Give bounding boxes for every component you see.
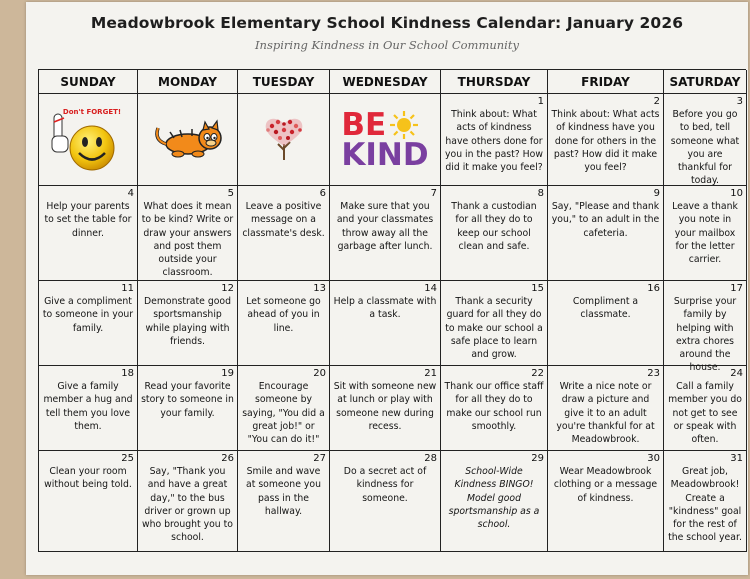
day-number: 10 (730, 188, 743, 199)
cartoon-cat-icon (148, 110, 228, 170)
day-cell (441, 451, 548, 552)
day-activity: Sit with someone new at lunch or play with someone new during recess. (333, 381, 437, 432)
day-number: 21 (424, 368, 437, 379)
heart-tree-icon (254, 110, 314, 170)
day-activity: Call a family member you do not get to see or speak with often. (668, 381, 742, 446)
dont-forget-label: Don't FORGET! (62, 107, 122, 116)
image-cell-dont-forget (39, 94, 138, 186)
day-number: 15 (531, 283, 544, 294)
day-number: 23 (647, 368, 660, 379)
day-number: 31 (730, 453, 743, 464)
day-number: 5 (227, 188, 234, 199)
be-kind-logo (341, 106, 429, 173)
day-cell (138, 451, 238, 552)
weekday-header-thursday: THURSDAY (441, 70, 548, 94)
day-activity: Read your favorite story to someone in your family. (141, 381, 234, 419)
day-activity: Make sure that you and your classmates throw away all the garbage after lunch. (336, 201, 434, 252)
day-activity: What does it mean to be kind? Write or draw your answers and post them outside your classroom. (141, 201, 234, 279)
day-cell (548, 451, 664, 552)
day-activity: Before you go to bed, tell someone what you are thankful for today. (670, 109, 740, 187)
day-activity: Write a nice note or draw a picture and give it to an adult you're thankful for at Meadowbrook. (556, 381, 655, 446)
day-activity: Leave a positive message on a classmate's desk. (242, 201, 325, 239)
day-cell (664, 94, 747, 186)
day-activity: Demonstrate good sportsmanship while playing with friends. (143, 296, 232, 347)
day-cell (330, 366, 441, 451)
day-activity: Great job, Meadowbrook! Create a "kindness" goal for the rest of the school year. (668, 466, 742, 544)
day-number: 6 (319, 188, 326, 199)
weekday-header-sunday: SUNDAY (39, 70, 138, 94)
day-number: 2 (653, 96, 660, 107)
day-cell (441, 94, 548, 186)
day-cell (238, 186, 330, 281)
day-cell (548, 366, 664, 451)
day-number: 14 (424, 283, 437, 294)
day-number: 9 (653, 188, 660, 199)
day-cell (664, 366, 747, 451)
day-number: 4 (127, 188, 134, 199)
day-cell (238, 366, 330, 451)
day-cell (330, 451, 441, 552)
be-kind-logo-kind: KIND (341, 136, 429, 173)
day-activity: Give a compliment to someone in your family. (42, 296, 134, 334)
day-activity: Surprise your family by helping with extra chores around the house. (673, 296, 737, 374)
page-subtitle: Inspiring Kindness in Our School Community (255, 38, 519, 52)
day-cell (138, 366, 238, 451)
day-activity: Thank a custodian for all they do to keep our school clean and safe. (451, 201, 537, 252)
day-cell (548, 186, 664, 281)
day-number: 25 (121, 453, 134, 464)
day-activity: Smile and wave at someone you pass in the hallway. (246, 466, 321, 517)
be-kind-logo-be: BE (341, 106, 387, 143)
sun-icon (389, 110, 419, 140)
day-activity: School-Wide Kindness BINGO! Model good sportsmanship as a school. (448, 466, 540, 531)
page-title: Meadowbrook Elementary School Kindness Calendar: January 2026 (90, 14, 684, 32)
day-number: 3 (736, 96, 743, 107)
calendar-grid (38, 69, 746, 552)
day-activity: Wear Meadowbrook clothing or a message of kindness. (553, 466, 658, 504)
image-cell-be-kind (330, 94, 441, 186)
day-cell (138, 186, 238, 281)
weekday-header-monday: MONDAY (138, 70, 238, 94)
calendar-page (26, 2, 748, 575)
day-number: 30 (647, 453, 660, 464)
day-cell (238, 281, 330, 366)
day-number: 19 (221, 368, 234, 379)
day-number: 22 (531, 368, 544, 379)
day-cell (39, 186, 138, 281)
day-cell (441, 186, 548, 281)
day-activity: Give a family member a hug and tell them you love them. (43, 381, 133, 432)
day-activity: Say, "Thank you and have a great day," to the bus driver or grown up who brought you to school. (141, 466, 233, 544)
day-activity: Say, "Please and thank you," to an adult in the cafeteria. (551, 201, 660, 239)
image-cell-cat (138, 94, 238, 186)
day-number: 1 (537, 96, 544, 107)
day-number: 24 (730, 368, 743, 379)
day-activity: Compliment a classmate. (572, 296, 639, 321)
day-number: 16 (647, 283, 660, 294)
day-number: 11 (121, 283, 134, 294)
day-cell (548, 281, 664, 366)
day-cell (39, 366, 138, 451)
day-cell (330, 186, 441, 281)
day-number: 27 (313, 453, 326, 464)
day-number: 18 (121, 368, 134, 379)
day-activity: Help your parents to set the table for dinner. (44, 201, 132, 239)
day-activity: Help a classmate with a task. (333, 296, 437, 321)
dont-forget-smiley-icon (48, 100, 128, 180)
day-activity: Encourage someone by saying, "You did a great job!" or "You can do it!" (242, 381, 325, 446)
weekday-header-tuesday: TUESDAY (238, 70, 330, 94)
day-number: 8 (537, 188, 544, 199)
day-cell (664, 186, 747, 281)
weekday-header-saturday: SATURDAY (664, 70, 747, 94)
day-activity: Leave a thank you note in your mailbox for the letter carrier. (672, 201, 738, 266)
day-number: 29 (531, 453, 544, 464)
day-activity: Thank a security guard for all they do to make our school a safe place to learn and grow. (445, 296, 543, 361)
day-activity: Clean your room without being told. (44, 466, 132, 491)
day-cell (664, 451, 747, 552)
day-number: 12 (221, 283, 234, 294)
image-cell-heart-tree (238, 94, 330, 186)
day-cell (39, 281, 138, 366)
day-number: 26 (221, 453, 234, 464)
day-cell (238, 451, 330, 552)
day-cell (39, 451, 138, 552)
weekday-header-wednesday: WEDNESDAY (330, 70, 441, 94)
day-activity: Think about: What acts of kindness have others done for you in the past? How did it make you feel? (445, 109, 543, 174)
day-cell (441, 281, 548, 366)
day-number: 13 (313, 283, 326, 294)
day-number: 20 (313, 368, 326, 379)
day-activity: Thank our office staff for all they do to make our school run smoothly. (444, 381, 544, 432)
day-activity: Think about: What acts of kindness have you done for others in the past? How did it make you feel? (551, 109, 660, 174)
weekday-header-friday: FRIDAY (548, 70, 664, 94)
day-cell (441, 366, 548, 451)
day-cell (548, 94, 664, 186)
day-number: 28 (424, 453, 437, 464)
day-number: 7 (430, 188, 437, 199)
day-cell (138, 281, 238, 366)
day-activity: Do a secret act of kindness for someone. (343, 466, 427, 504)
day-cell (330, 281, 441, 366)
day-activity: Let someone go ahead of you in line. (246, 296, 321, 334)
day-number: 17 (730, 283, 743, 294)
